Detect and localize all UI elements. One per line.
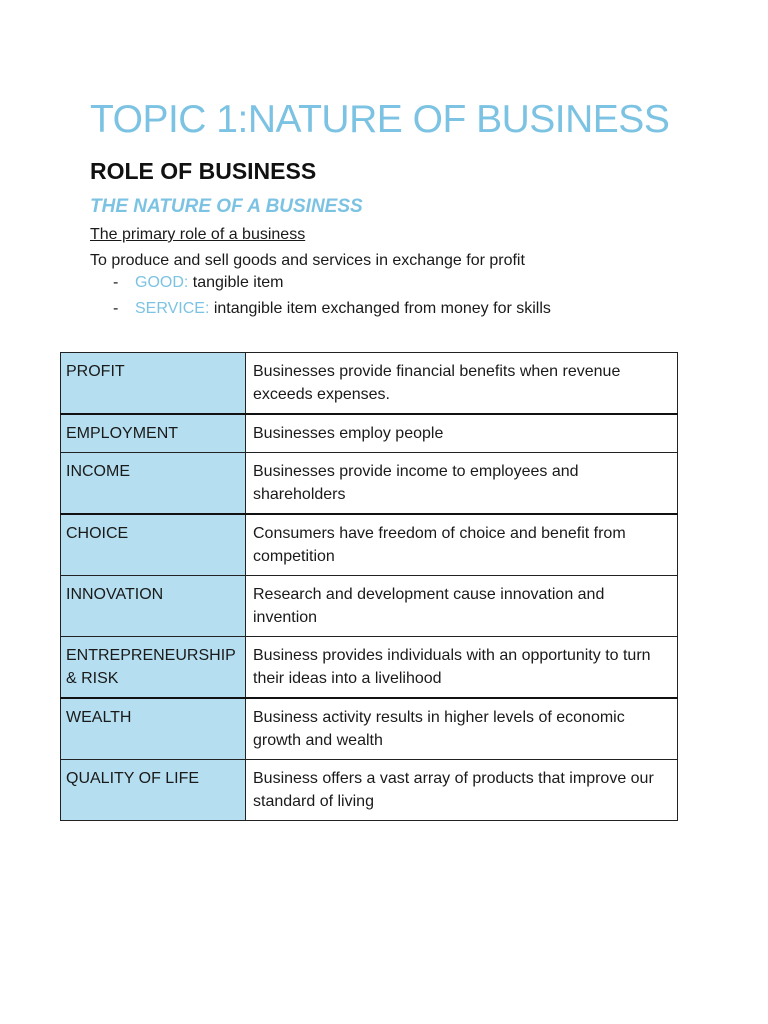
role-label: INCOME [61,453,246,515]
table-row [61,760,678,821]
definition-list [90,272,551,324]
role-label: CHOICE [61,514,246,576]
table-row [61,637,678,699]
role-label: ENTREPRENEURSHIP & RISK [61,637,246,699]
list-item [90,272,551,298]
bullet-dash: - [113,274,119,291]
role-label: EMPLOYMENT [61,414,246,453]
role-description: Business activity results in higher levels of economic growth and wealth [246,698,678,760]
page-title: TOPIC 1:NATURE OF BUSINESS [90,98,670,141]
roles-table [60,352,678,821]
table-row [61,453,678,515]
section-heading: ROLE OF BUSINESS [90,158,317,184]
role-description: Business offers a vast array of products that improve our standard of living [246,760,678,821]
table-row [61,698,678,760]
subsection-heading: THE NATURE OF A BUSINESS [90,196,363,217]
role-description: Research and development cause innovation and invention [246,576,678,637]
table-row [61,514,678,576]
role-label: QUALITY OF LIFE [61,760,246,821]
role-label: INNOVATION [61,576,246,637]
role-description: Businesses employ people [246,414,678,453]
definition-text: intangible item exchanged from money for skills [209,300,551,317]
table-row [61,414,678,453]
definition-key: GOOD: [135,274,189,291]
role-label: WEALTH [61,698,246,760]
table-row [61,576,678,637]
list-item [90,298,551,324]
bullet-dash: - [113,300,119,317]
primary-role-heading: The primary role of a business [90,226,306,243]
role-description: Business provides individuals with an opportunity to turn their ideas into a livelihood [246,637,678,699]
table-row [61,353,678,415]
definition-text: tangible item [188,274,284,291]
role-description: Consumers have freedom of choice and benefit from competition [246,514,678,576]
role-description: Businesses provide financial benefits when revenue exceeds expenses. [246,353,678,415]
primary-role-text: To produce and sell goods and services in exchange for profit [90,252,525,269]
role-description: Businesses provide income to employees and shareholders [246,453,678,515]
definition-key: SERVICE: [135,300,210,317]
role-label: PROFIT [61,353,246,415]
